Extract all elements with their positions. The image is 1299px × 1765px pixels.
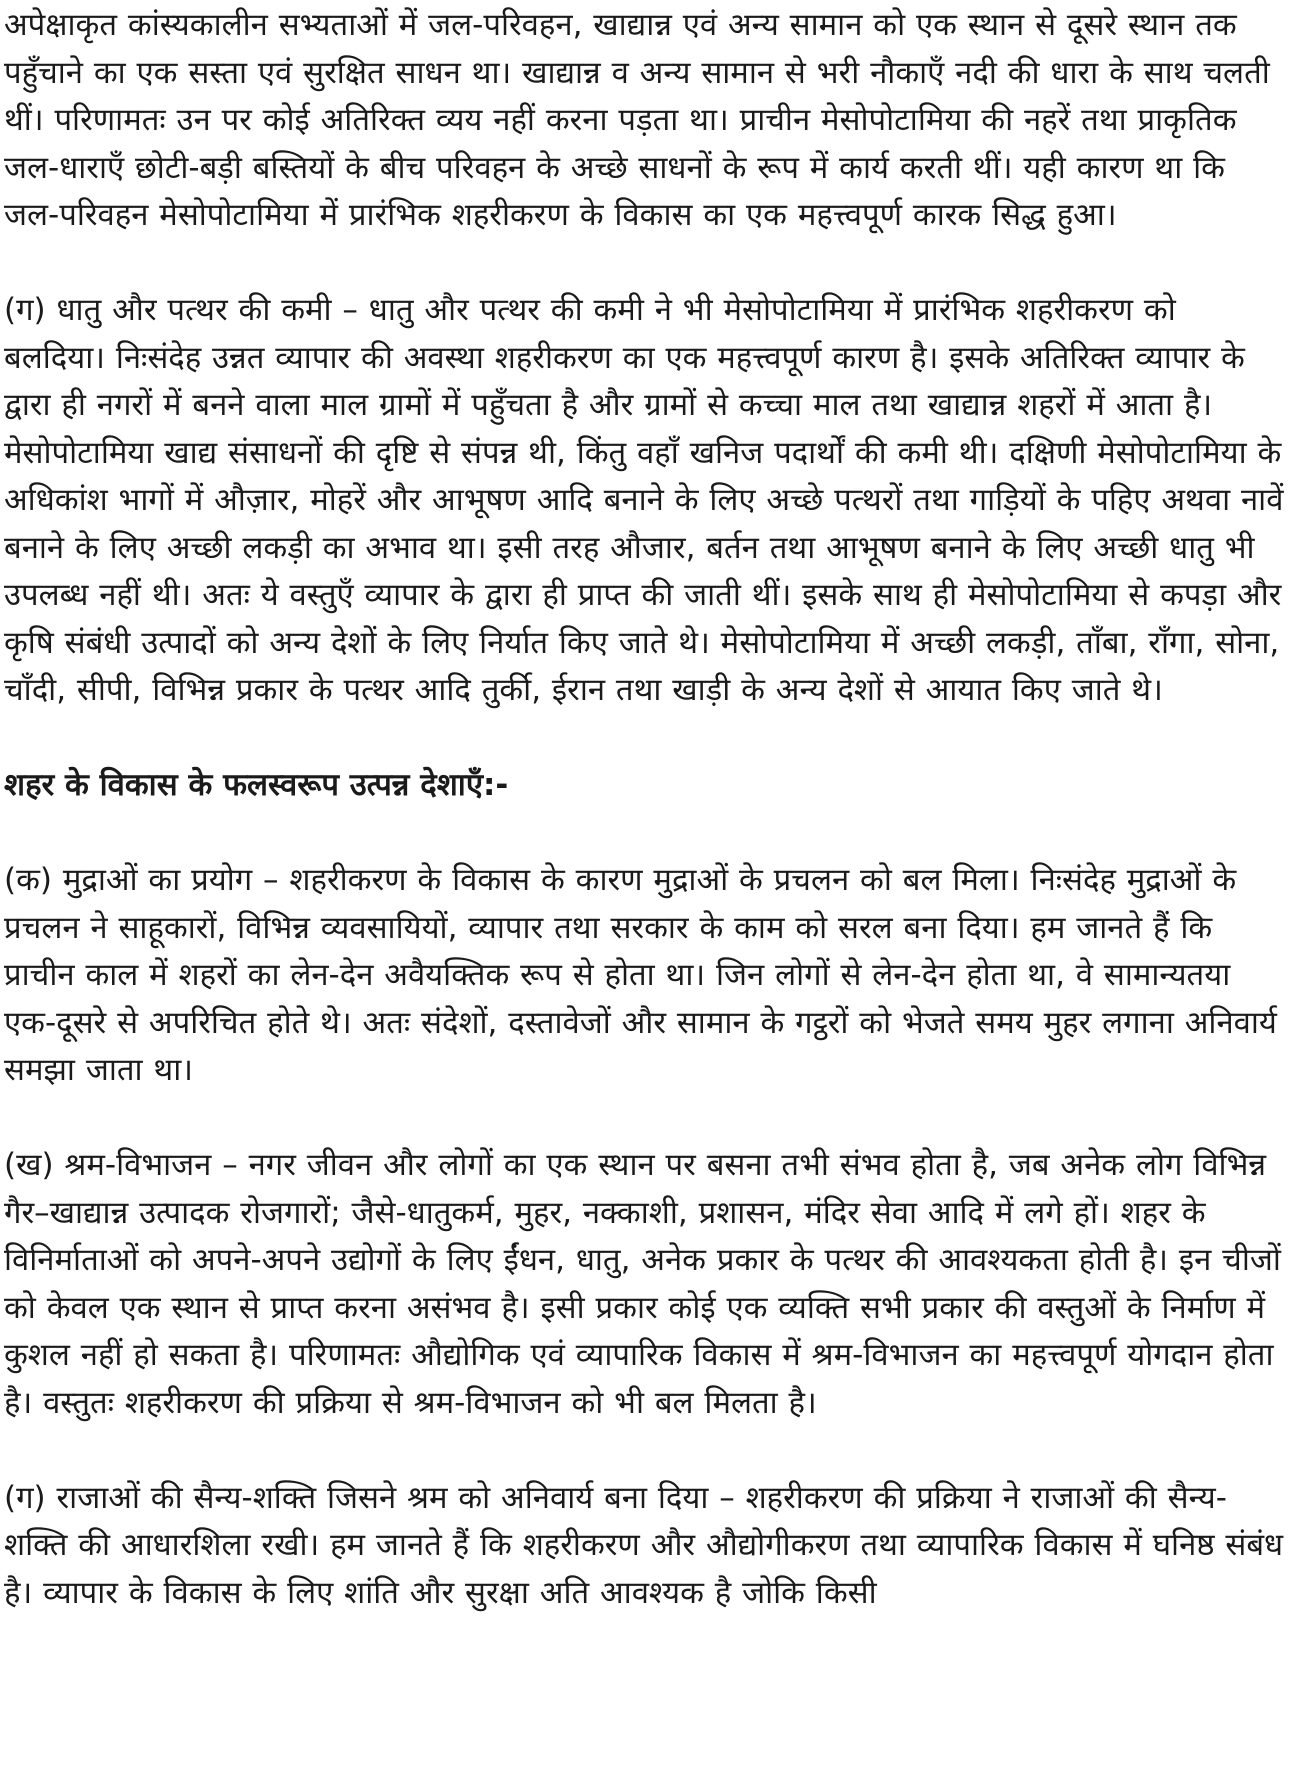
section-heading: शहर के विकास के फलस्वरूप उत्पन्न देशाएँ:- bbox=[4, 767, 509, 803]
paragraph-military-power: (ग) राजाओं की सैन्य-शक्ति जिसने श्रम को अनिवार्य बना दिया – शहरीकरण की प्रक्रिया ने राजाओं की सैन्य-शक्ति की आधारशिला रखी। हम जानते हैं कि शहरीकरण और औद्योगीकरण तथा व्यापारिक विकास में घनिष्ठ संबंध है। व्यापार के विकास के लिए शांति और सुरक्षा अति आवश्यक है जोकि किसी bbox=[4, 1479, 1284, 1611]
paragraph-use-of-seals: (क) मुद्राओं का प्रयोग – शहरीकरण के विकास के कारण मुद्राओं के प्रचलन को बल मिला। निःसंदेह मुद्राओं के प्रचलन ने साहूकारों, विभिन्न व्यवसायियों, व्यापार तथा सरकार के काम को सरल बना दिया। हम जानते हैं कि प्राचीन काल में शहरों का लेन-देन अवैयक्तिक रूप से होता था। जिन लोगों से लेन-देन होता था, वे सामान्यतया एक-दूसरे से अपरिचित होते थे। अतः संदेशों, दस्तावेजों और सामान के गट्ठरों को भेजते समय मुहर लगाना अनिवार्य समझा जाता था। bbox=[4, 862, 1277, 1088]
paragraph-division-of-labour: (ख) श्रम-विभाजन – नगर जीवन और लोगों का एक स्थान पर बसना तभी संभव होता है, जब अनेक लोग विभिन्न गैर–खाद्यान्न उत्पादक रोजगारों; जैसे-धातुकर्म, मुहर, नक्काशी, प्रशासन, मंदिर सेवा आदि में लगे हों। शहर के विनिर्माताओं को अपने-अपने उद्योगों के लिए ईंधन, धातु, अनेक प्रकार के पत्थर की आवश्यकता होती है। इन चीजों को केवल एक स्थान से प्राप्त करना असंभव है। इसी प्रकार कोई एक व्यक्ति सभी प्रकार की वस्तुओं के निर्माण में कुशल नहीं हो सकता है। परिणामतः औद्योगिक एवं व्यापारिक विकास में श्रम-विभाजन का महत्त्वपूर्ण योगदान होता है। वस्तुतः शहरीकरण की प्रक्रिया से श्रम-विभाजन को भी बल मिलता है। bbox=[4, 1147, 1281, 1421]
paragraph-water-transport: अपेक्षाकृत कांस्यकालीन सभ्यताओं में जल-परिवहन, खाद्यान्न एवं अन्य सामान को एक स्थान से दूसरे स्थान तक पहुँचाने का एक सस्ता एवं सुरक्षित साधन था। खाद्यान्न व अन्य सामान से भरी नौकाएँ नदी की धारा के साथ चलती थीं। परिणामतः उन पर कोई अतिरिक्त व्यय नहीं करना पड़ता था। प्राचीन मेसोपोटामिया की नहरें तथा प्राकृतिक जल-धाराएँ छोटी-बड़ी बस्तियों के बीच परिवहन के अच्छे साधनों के रूप में कार्य करती थीं। यही कारण था कि जल-परिवहन मेसोपोटामिया में प्रारंभिक शहरीकरण के विकास का एक महत्त्वपूर्ण कारक सिद्ध हुआ। bbox=[4, 7, 1270, 233]
paragraph-metal-stone-shortage: (ग) धातु और पत्थर की कमी – धातु और पत्थर की कमी ने भी मेसोपोटामिया में प्रारंभिक शहरीकरण को बलदिया। निःसंदेह उन्नत व्यापार की अवस्था शहरीकरण का एक महत्त्वपूर्ण कारण है। इसके अतिरिक्त व्यापार के द्वारा ही नगरों में बनने वाला माल ग्रामों में पहुँचता है और ग्रामों से कच्चा माल तथा खाद्यान्न शहरों में आता है। मेसोपोटामिया खाद्य संसाधनों की दृष्टि से संपन्न थी, किंतु वहाँ खनिज पदार्थों की कमी थी। दक्षिणी मेसोपोटामिया के अधिकांश भागों में औज़ार, मोहरें और आभूषण आदि बनाने के लिए अच्छे पत्थरों तथा गाड़ियों के पहिए अथवा नावें बनाने के लिए अच्छी लकड़ी का अभाव था। इसी तरह औजार, बर्तन तथा आभूषण बनाने के लिए अच्छी धातु भी उपलब्ध नहीं थी। अतः ये वस्तुएँ व्यापार के द्वारा ही प्राप्त की जाती थीं। इसके साथ ही मेसोपोटामिया से कपड़ा और कृषि संबंधी उत्पादों को अन्य देशों के लिए निर्यात किए जाते थे। मेसोपोटामिया में अच्छी लकड़ी, ताँबा, राँगा, सोना, चाँदी, सीपी, विभिन्न प्रकार के पत्थर आदि तुर्की, ईरान तथा खाड़ी के अन्य देशों से आयात किए जाते थे। bbox=[4, 292, 1284, 708]
